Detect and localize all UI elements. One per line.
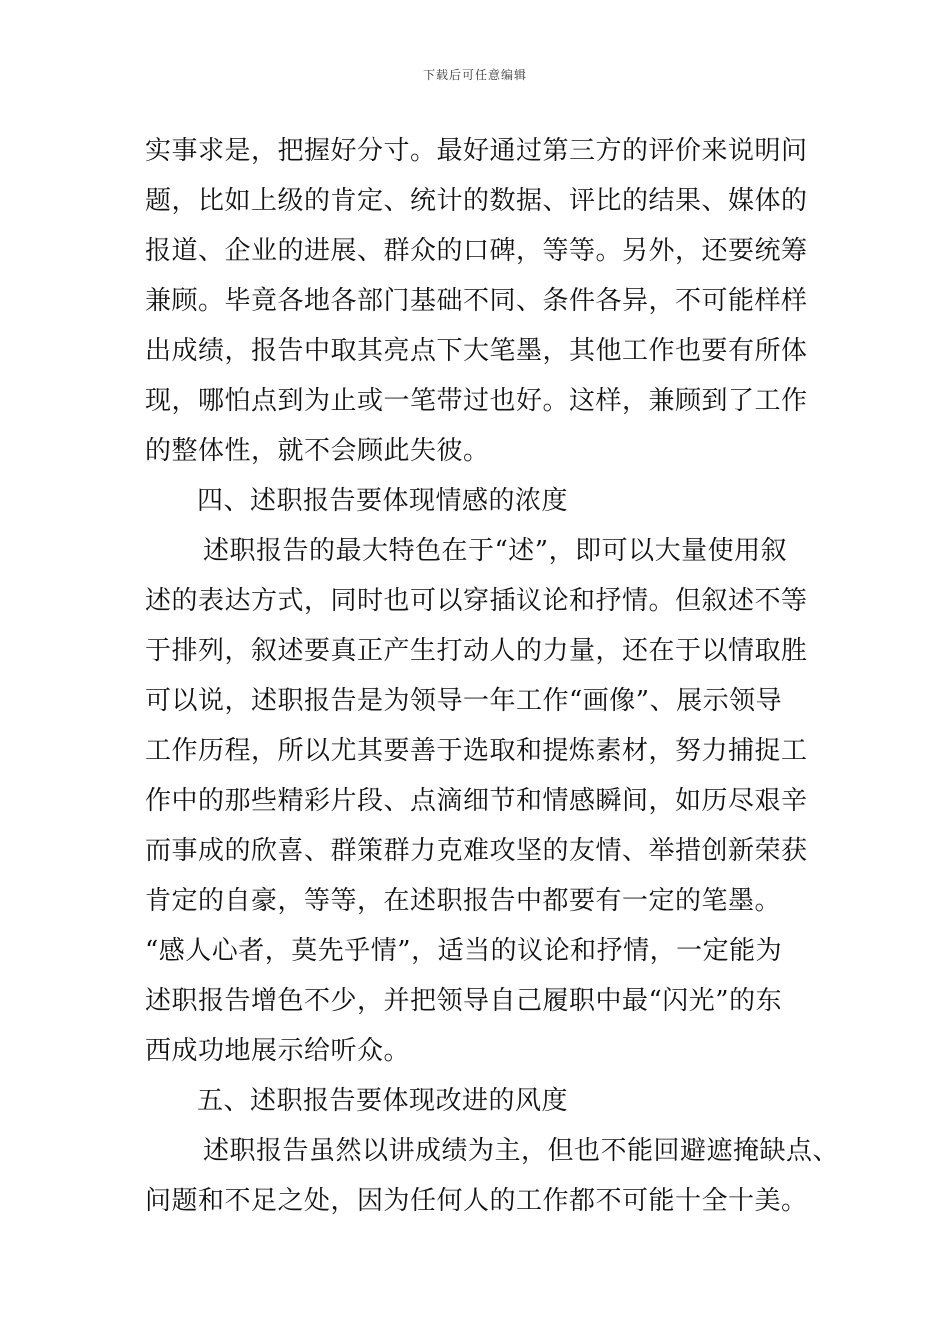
section-heading: 四、述职报告要体现情感的浓度 <box>197 486 569 516</box>
text-line: 出成绩，报告中取其亮点下大笔墨，其他工作也要有所体 <box>145 336 808 366</box>
document-body <box>145 126 840 1226</box>
text-line: 兼顾。毕竟各地各部门基础不同、条件各异，不可能样样 <box>145 286 808 316</box>
text-line: 肯定的自豪，等等，在述职报告中都要有一定的笔墨。 <box>145 886 782 916</box>
text-line: 述职报告增色不少，并把领导自己履职中最“闪光”的东 <box>145 986 783 1016</box>
section-heading: 五、述职报告要体现改进的风度 <box>197 1086 569 1116</box>
text-line: “感人心者，莫先乎情”，适当的议论和抒情，一定能为 <box>145 936 783 966</box>
text-line: 工作历程，所以尤其要善于选取和提炼素材，努力捕捉工 <box>145 736 808 766</box>
text-line: 题，比如上级的肯定、统计的数据、评比的结果、媒体的 <box>145 186 808 216</box>
text-line: 报道、企业的进展、群众的口碑，等等。另外，还要统筹 <box>145 236 808 266</box>
text-line: 述职报告虽然以讲成绩为主，但也不能回避遮掩缺点、 <box>203 1136 840 1166</box>
text-line: 西成功地展示给听众。 <box>145 1036 411 1066</box>
text-line: 于排列，叙述要真正产生打动人的力量，还在于以情取胜 <box>145 636 808 666</box>
text-line: 问题和不足之处，因为任何人的工作都不可能十全十美。 <box>145 1186 808 1216</box>
text-line: 现，哪怕点到为止或一笔带过也好。这样，兼顾到了工作 <box>145 386 808 416</box>
text-line: 的整体性，就不会顾此失彼。 <box>145 436 490 466</box>
text-line: 实事求是，把握好分寸。最好通过第三方的评价来说明问 <box>145 136 808 166</box>
text-line: 述职报告的最大特色在于“述”，即可以大量使用叙 <box>203 536 788 566</box>
text-line: 述的表达方式，同时也可以穿插议论和抒情。但叙述不等 <box>145 586 808 616</box>
text-line: 作中的那些精彩片段、点滴细节和情感瞬间，如历尽艰辛 <box>145 786 808 816</box>
page-header: 下载后可任意编辑 <box>422 68 527 82</box>
text-line: 可以说，述职报告是为领导一年工作“画像”、展示领导 <box>145 686 783 716</box>
text-line: 而事成的欣喜、群策群力克难攻坚的友情、举措创新荣获 <box>145 836 808 866</box>
